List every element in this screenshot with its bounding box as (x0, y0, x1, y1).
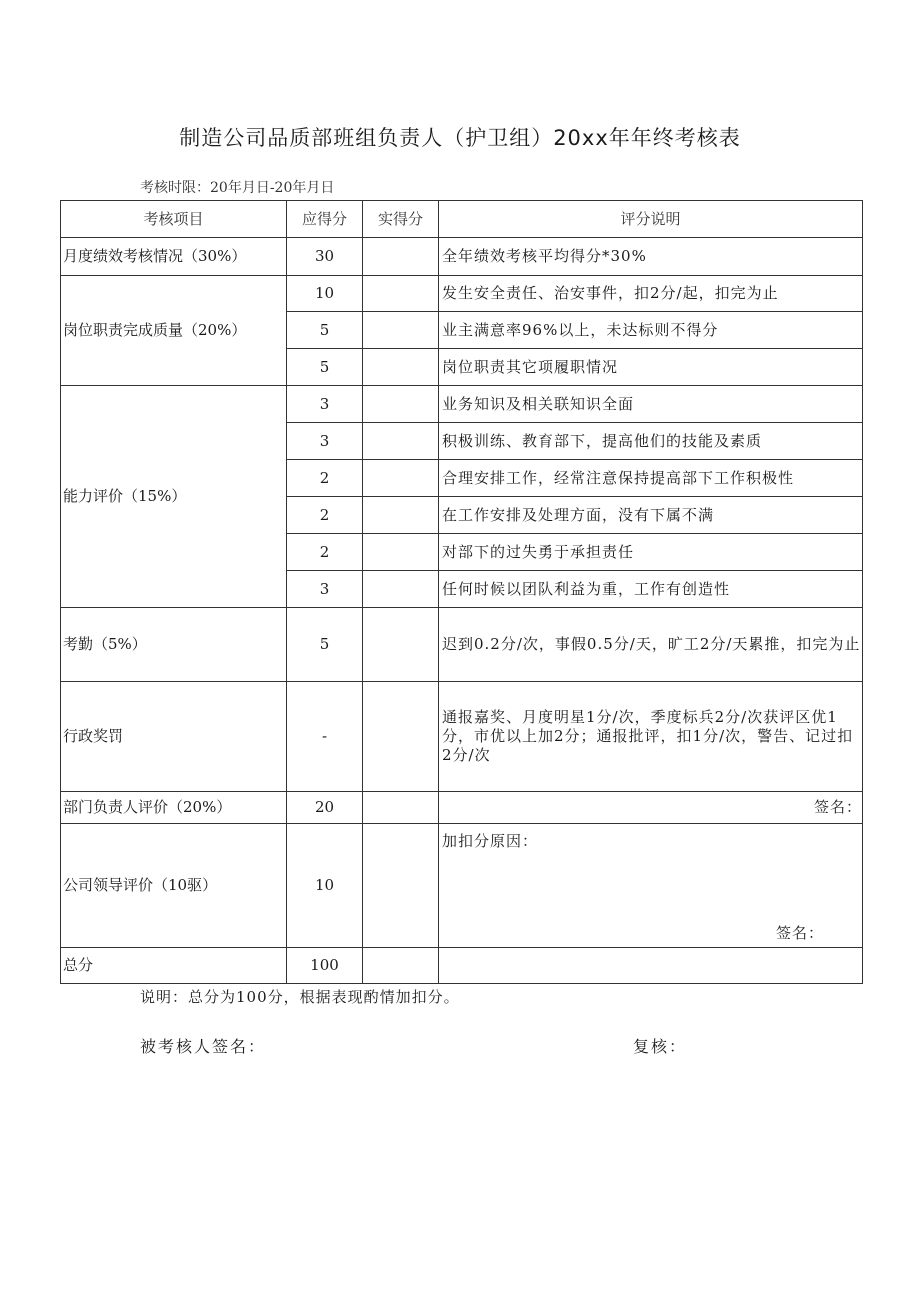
actual-score-cell[interactable] (363, 238, 439, 276)
actual-score-cell[interactable] (363, 792, 439, 824)
due-score-cell: 3 (287, 386, 363, 423)
table-row (61, 386, 863, 423)
due-score-cell: 5 (287, 608, 363, 682)
description-cell: 全年绩效考核平均得分*30% (439, 238, 863, 276)
table-row (61, 792, 863, 824)
row-label-duty: 岗位职责完成质量（20%） (61, 276, 287, 386)
description-cell: 迟到0.2分/次，事假0.5分/天，旷工2分/天累推，扣完为止 (439, 608, 863, 682)
due-score-cell: 10 (287, 824, 363, 948)
description-cell: 业务知识及相关联知识全面 (439, 386, 863, 423)
assessment-table (60, 200, 863, 984)
actual-score-cell[interactable] (363, 534, 439, 571)
due-score-cell: 2 (287, 497, 363, 534)
actual-score-cell[interactable] (363, 608, 439, 682)
row-label-admin: 行政奖罚 (61, 682, 287, 792)
description-cell (439, 948, 863, 984)
dept-head-signature[interactable]: 签名： (439, 792, 863, 824)
actual-score-cell[interactable] (363, 386, 439, 423)
actual-score-cell[interactable] (363, 571, 439, 608)
row-label-dept-head: 部门负责人评价（20%） (61, 792, 287, 824)
actual-score-cell[interactable] (363, 276, 439, 312)
actual-score-cell[interactable] (363, 349, 439, 386)
due-score-cell: 2 (287, 534, 363, 571)
description-cell: 合理安排工作，经常注意保持提高部下工作积极性 (439, 460, 863, 497)
row-label-attendance: 考勤（5%） (61, 608, 287, 682)
header-actual-score: 实得分 (363, 201, 439, 238)
row-label-leader: 公司领导评价（10驱） (61, 824, 287, 948)
description-cell: 业主满意率96%以上，未达标则不得分 (439, 312, 863, 349)
leader-comment-cell[interactable] (439, 824, 863, 948)
review-signature[interactable]: 复核： (633, 1037, 688, 1056)
table-header-row (61, 201, 863, 238)
header-due-score: 应得分 (287, 201, 363, 238)
table-row (61, 608, 863, 682)
due-score-cell: 3 (287, 571, 363, 608)
due-score-cell: 10 (287, 276, 363, 312)
description-cell: 岗位职责其它项履职情况 (439, 349, 863, 386)
header-item: 考核项目 (61, 201, 287, 238)
description-cell: 积极训练、教育部下，提高他们的技能及素质 (439, 423, 863, 460)
table-row (61, 276, 863, 312)
due-score-cell: 100 (287, 948, 363, 984)
adjust-reason-label: 加扣分原因： (442, 832, 539, 850)
due-score-cell: 5 (287, 312, 363, 349)
description-cell: 通报嘉奖、月度明星1分/次，季度标兵2分/次获评区优1分，市优以上加2分；通报批评，扣1分/次，警告、记过扣2分/次 (439, 682, 863, 792)
actual-score-cell[interactable] (363, 682, 439, 792)
due-score-cell: 5 (287, 349, 363, 386)
due-score-cell: 2 (287, 460, 363, 497)
description-cell: 发生安全责任、治安事件，扣2分/起，扣完为止 (439, 276, 863, 312)
due-score-cell: 30 (287, 238, 363, 276)
actual-score-cell[interactable] (363, 948, 439, 984)
table-row (61, 948, 863, 984)
actual-score-cell[interactable] (363, 824, 439, 948)
actual-score-cell[interactable] (363, 497, 439, 534)
due-score-cell: - (287, 682, 363, 792)
row-label-total: 总分 (61, 948, 287, 984)
actual-score-cell[interactable] (363, 312, 439, 349)
description-cell: 在工作安排及处理方面，没有下属不满 (439, 497, 863, 534)
row-label-ability: 能力评价（15%） (61, 386, 287, 608)
header-description: 评分说明 (439, 201, 863, 238)
table-row (61, 824, 863, 948)
description-cell: 任何时候以团队利益为重，工作有创造性 (439, 571, 863, 608)
row-label-monthly: 月度绩效考核情况（30%） (61, 238, 287, 276)
table-row (61, 238, 863, 276)
actual-score-cell[interactable] (363, 460, 439, 497)
due-score-cell: 20 (287, 792, 363, 824)
leader-signature: 签名： (775, 924, 824, 943)
remark-text: 说明：总分为100分，根据表现酌情加扣分。 (140, 988, 460, 1006)
due-score-cell: 3 (287, 423, 363, 460)
table-row (61, 682, 863, 792)
page-title: 制造公司品质部班组负责人（护卫组）20xx年年终考核表 (179, 126, 741, 150)
description-cell: 对部下的过失勇于承担责任 (439, 534, 863, 571)
actual-score-cell[interactable] (363, 423, 439, 460)
assessee-signature[interactable]: 被考核人签名： (140, 1037, 267, 1056)
assessment-period: 考核时限：20年月日-20年月日 (140, 180, 335, 196)
